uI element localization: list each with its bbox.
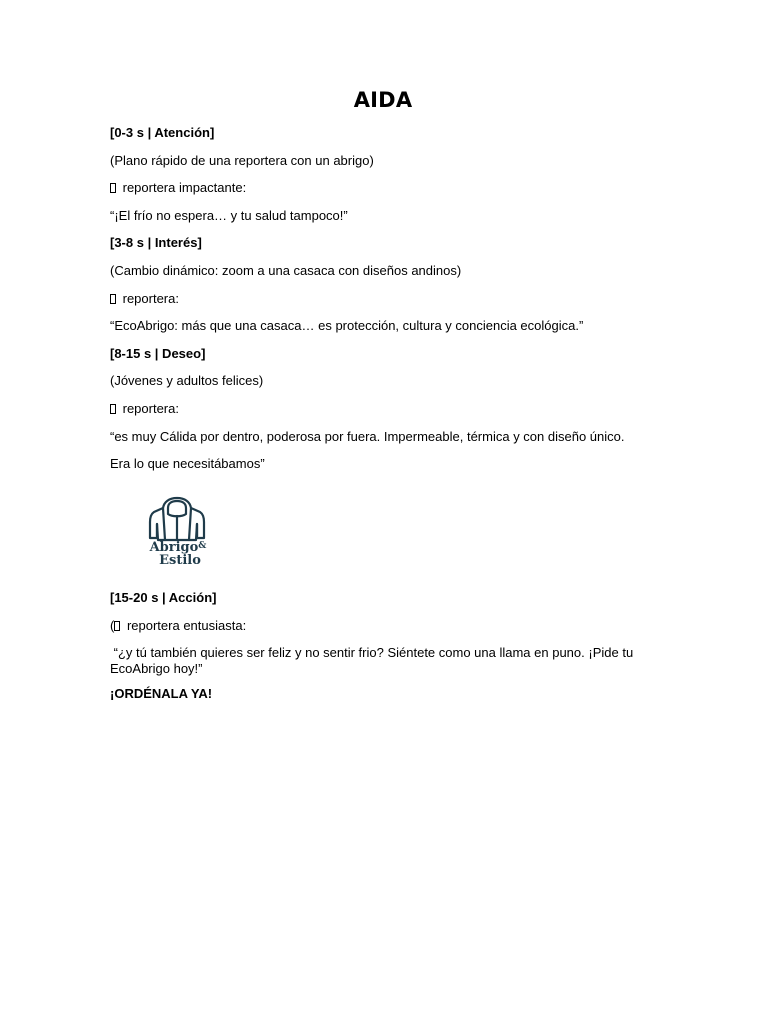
speaker-line-deseo — [110, 401, 650, 417]
missing-glyph-icon — [110, 294, 116, 304]
speaker-line-atencion — [110, 180, 650, 196]
missing-glyph-icon — [114, 621, 120, 631]
quote-interes: “EcoAbrigo: más que una casaca… es protección, cultura y conciencia ecológica.” — [110, 318, 584, 334]
speaker-line-accion — [110, 618, 650, 634]
scene-description-atencion: (Plano rápido de una reportera con un abrigo) — [110, 152, 374, 168]
call-to-action: ¡ORDÉNALA YA! — [110, 686, 213, 702]
document-page — [110, 88, 650, 714]
speaker-label: reportera entusiasta: — [123, 617, 247, 633]
missing-glyph-icon — [110, 404, 116, 414]
logo-word-abrigo: Abrigo — [149, 540, 199, 556]
scene-description-deseo: (Jóvenes y adultos felices) — [110, 373, 264, 389]
section-heading-atencion: [0-3 s | Atención] — [110, 125, 215, 140]
section-heading-interes: [3-8 s | Interés] — [110, 235, 202, 251]
quote-accion: “¿y tú también quieres ser feliz y no sentir frio? Siéntete como una llama en puno. ¡Pide tu EcoAbrigo hoy!” — [110, 645, 637, 677]
quote-atencion: “¡El frío no espera… y tu salud tampoco!” — [110, 207, 348, 223]
missing-glyph-icon — [110, 183, 116, 193]
document-title: AIDA — [353, 88, 413, 112]
scene-description-interes: (Cambio dinámico: zoom a una casaca con diseños andinos) — [110, 262, 462, 278]
speaker-line-interes — [110, 291, 650, 307]
section-heading-accion: [15-20 s | Acción] — [110, 590, 217, 606]
open-paren: ( — [110, 617, 115, 633]
section-heading-deseo: [8-15 s | Deseo] — [110, 345, 206, 361]
abrigo-estilo-logo — [138, 494, 218, 574]
logo-word-estilo: Estilo — [159, 553, 201, 569]
speaker-label: reportera: — [119, 290, 179, 306]
speaker-label: reportera: — [119, 400, 179, 416]
logo-ampersand: & — [198, 541, 207, 552]
quote-deseo-line-1: “es muy Cálida por dentro, poderosa por fuera. Impermeable, térmica y con diseño único. — [110, 428, 625, 444]
speaker-label: reportera impactante: — [119, 180, 247, 196]
quote-deseo-line-2: Era lo que necesitábamos” — [110, 456, 265, 472]
logo-wordmark — [138, 540, 218, 567]
